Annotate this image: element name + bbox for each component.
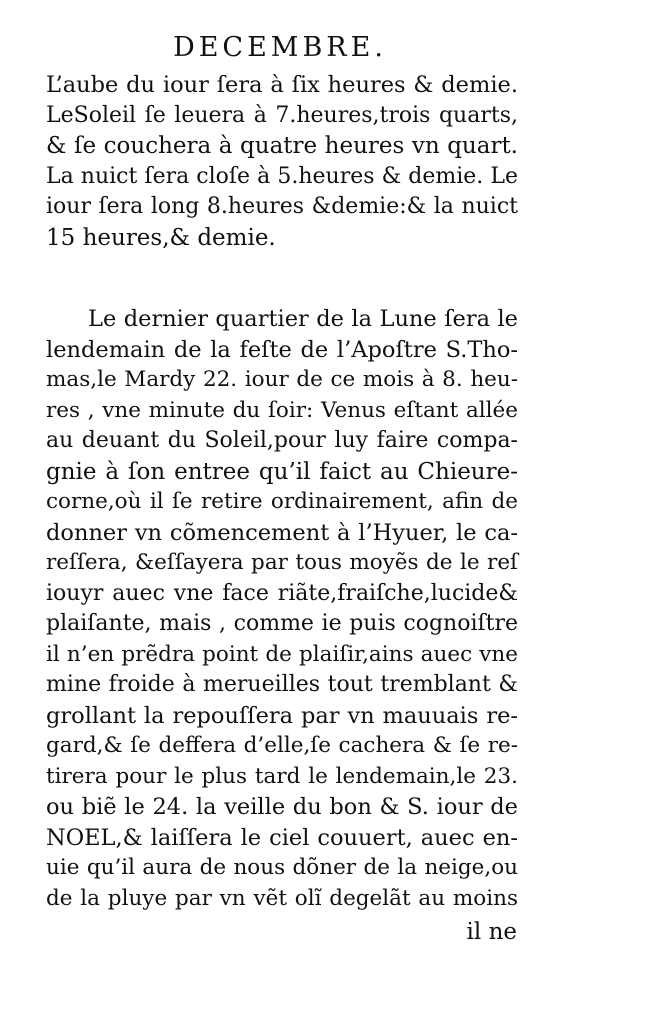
text-line: iour ſera long 8.heures &demie:& la nuict	[46, 194, 518, 219]
text-line: gard,& ſe deffera d’elle,ſe cachera & ſe re-	[46, 733, 518, 758]
text-line: NOEL,& laiſſera le ciel couuert, auec en-	[46, 824, 518, 851]
text-line: uie qu’il aura de nous dõner de la neige,ou	[46, 855, 518, 880]
text-line: ou biẽ le 24. la veille du bon & S. iour de	[46, 794, 518, 820]
text-line: La nuict ſera cloſe à 5.heures & demie. Le	[46, 163, 518, 189]
text-line: corne,où il ſe retire ordinairement, afin de	[46, 489, 518, 514]
prognostic-paragraph	[46, 304, 518, 914]
text-line: & ſe couchera à quatre heures vn quart.	[46, 133, 518, 159]
text-line: Le dernier quartier de la Lune ſera le	[88, 306, 518, 332]
text-line: il n’en prẽdra point de plaiſir,ains auec vne	[46, 641, 518, 667]
text-line: LeSoleil ſe leuera à 7.heures,trois quarts,	[46, 102, 518, 128]
text-line: iouyr auec vne face riãte,fraiſche,lucide&	[46, 580, 518, 606]
text-line: tirera pour le plus tard le lendemain,le 23.	[46, 763, 518, 789]
text-line: mas,le Mardy 22. iour de ce mois à 8. heu-	[46, 367, 518, 392]
almanac-paragraph	[46, 70, 518, 253]
text-line: 15 heures,& demie.	[46, 224, 276, 251]
text-line: au deuant du Soleil,pour luy faire compa-	[46, 428, 518, 453]
text-line: plaiſante, mais , comme ie puis cognoiſtre	[46, 611, 518, 636]
text-line: gnie à ſon entree qu’il faict au Chieure-	[46, 458, 518, 485]
catchword: il ne	[466, 919, 517, 945]
text-line: de la pluye par vn vẽt olĩ degelãt au moins	[46, 885, 518, 911]
text-line: res , vne minute du ſoir: Venus eſtant allée	[46, 397, 518, 423]
text-line: reſſera, &eſſayera par tous moyẽs de le reſ	[46, 550, 518, 575]
text-line: grollant la repouſſera par vn mauuais re-	[46, 702, 518, 729]
text-line: mine froide à merueilles tout tremblant &	[46, 672, 518, 697]
text-line: donner vn cõmencement à l’Hyuer, le ca-	[46, 519, 518, 546]
text-line: L’aube du iour ſera à ſix heures & demie.	[46, 72, 518, 98]
running-title: DECEMBRE.	[173, 32, 387, 63]
text-line: lendemain de la feſte de l’Apoſtre S.Tho-	[46, 336, 518, 363]
